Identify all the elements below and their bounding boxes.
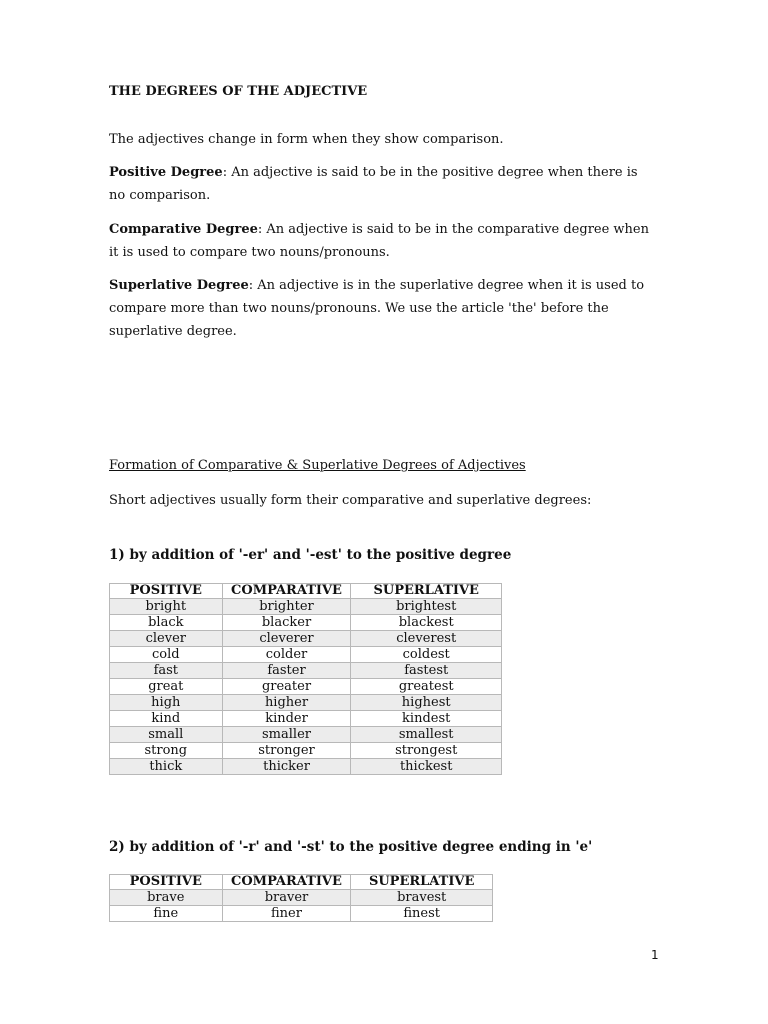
positive-cell: great [110, 679, 223, 695]
definition-text: : An adjective is in the superlative degree when it is used to compare more than two nouns/pronouns. We use the article 'the' before the superlative degree. [109, 278, 645, 339]
table-row [110, 759, 502, 775]
table-row [110, 906, 493, 922]
column-header-positive: POSITIVE [110, 584, 223, 599]
comparative-cell: kinder [222, 711, 351, 727]
positive-cell: small [110, 727, 223, 743]
definition-term: Superlative Degree [109, 278, 249, 293]
comparative-cell: finer [222, 906, 351, 922]
comparative-cell: cleverer [222, 631, 351, 647]
table-row [110, 695, 502, 711]
positive-cell: brave [110, 890, 223, 906]
table-row [110, 743, 502, 759]
rule2-table [109, 874, 493, 922]
definition-superlative [109, 274, 657, 343]
comparative-cell: higher [222, 695, 351, 711]
definition-positive [109, 161, 657, 207]
page-title: THE DEGREES OF THE ADJECTIVE [109, 84, 368, 99]
column-header-positive: POSITIVE [110, 875, 223, 890]
positive-cell: cold [110, 647, 223, 663]
column-header-superlative: SUPERLATIVE [351, 875, 493, 890]
column-header-comparative: COMPARATIVE [222, 875, 351, 890]
table-row [110, 679, 502, 695]
comparative-cell: brighter [222, 599, 351, 615]
superlative-cell: bravest [351, 890, 493, 906]
positive-cell: clever [110, 631, 223, 647]
formation-intro: Short adjectives usually form their comparative and superlative degrees: [109, 493, 592, 508]
rule1-table [109, 583, 502, 775]
positive-cell: fine [110, 906, 223, 922]
superlative-cell: cleverest [351, 631, 502, 647]
superlative-cell: strongest [351, 743, 502, 759]
positive-cell: fast [110, 663, 223, 679]
comparative-cell: blacker [222, 615, 351, 631]
page-number: 1 [651, 948, 659, 962]
superlative-cell: fastest [351, 663, 502, 679]
intro-paragraph: The adjectives change in form when they show comparison. [109, 132, 504, 147]
superlative-cell: finest [351, 906, 493, 922]
positive-cell: thick [110, 759, 223, 775]
comparative-cell: stronger [222, 743, 351, 759]
comparative-cell: thicker [222, 759, 351, 775]
table-header-row [110, 584, 502, 599]
positive-cell: kind [110, 711, 223, 727]
rule1-heading: 1) by addition of '-er' and '-est' to the positive degree [109, 547, 512, 563]
definition-comparative [109, 218, 657, 264]
table-row [110, 663, 502, 679]
table-row [110, 615, 502, 631]
positive-cell: bright [110, 599, 223, 615]
formation-heading: Formation of Comparative & Superlative Degrees of Adjectives [109, 458, 526, 473]
superlative-cell: smallest [351, 727, 502, 743]
positive-cell: strong [110, 743, 223, 759]
definition-term: Positive Degree [109, 165, 223, 180]
superlative-cell: kindest [351, 711, 502, 727]
column-header-superlative: SUPERLATIVE [351, 584, 502, 599]
comparative-cell: greater [222, 679, 351, 695]
rule2-heading: 2) by addition of '-r' and '-st' to the positive degree ending in 'e' [109, 839, 593, 855]
comparative-cell: smaller [222, 727, 351, 743]
superlative-cell: greatest [351, 679, 502, 695]
superlative-cell: coldest [351, 647, 502, 663]
comparative-cell: braver [222, 890, 351, 906]
positive-cell: high [110, 695, 223, 711]
superlative-cell: highest [351, 695, 502, 711]
table-row [110, 631, 502, 647]
column-header-comparative: COMPARATIVE [222, 584, 351, 599]
definition-text: : An adjective is said to be in the positive degree when there is no comparison. [109, 165, 638, 203]
definition-term: Comparative Degree [109, 222, 258, 237]
superlative-cell: blackest [351, 615, 502, 631]
table-row [110, 727, 502, 743]
comparative-cell: colder [222, 647, 351, 663]
table-row [110, 599, 502, 615]
table-header-row [110, 875, 493, 890]
superlative-cell: brightest [351, 599, 502, 615]
definition-text: : An adjective is said to be in the comparative degree when it is used to compare two nouns/pronouns. [109, 222, 649, 260]
table-row [110, 711, 502, 727]
table-row [110, 647, 502, 663]
comparative-cell: faster [222, 663, 351, 679]
table-row [110, 890, 493, 906]
positive-cell: black [110, 615, 223, 631]
superlative-cell: thickest [351, 759, 502, 775]
